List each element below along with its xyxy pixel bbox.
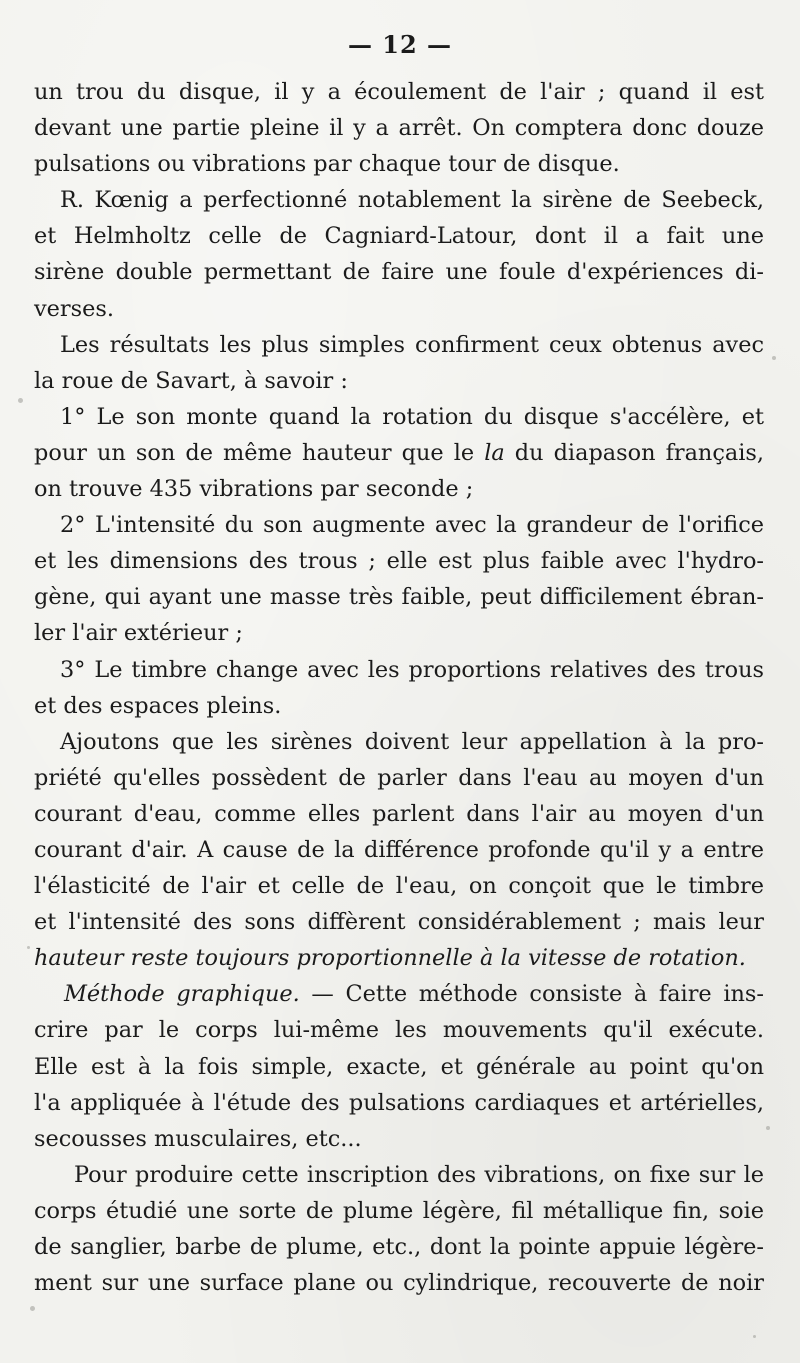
line-segment: pour un son de même hauteur que le (34, 439, 485, 466)
text-line: courant d'eau, comme elles parlent dans l'air au moyen d'un (34, 800, 764, 827)
text-line (34, 976, 764, 1012)
text-line: Les résultats les plus simples confirment ceux obtenus avec (60, 331, 764, 358)
text-line (34, 435, 764, 471)
text-line: un trou du disque, il y a écoulement de l'air ; quand il est (34, 79, 764, 105)
page-number: — 12 — (347, 30, 453, 59)
text-line: et les dimensions des trous ; elle est plus faible avec l'hydro- (34, 548, 764, 575)
text-line: corps étudié une sorte de plume légère, fil métallique fin, soie (34, 1197, 764, 1224)
print-speck (766, 1126, 770, 1130)
text-line: de sanglier, barbe de plume, etc., dont la pointe appuie légère- (34, 1234, 764, 1260)
text-line: devant une partie pleine il y a arrêt. On comptera donc douze (34, 115, 764, 142)
print-speck (27, 946, 30, 949)
text-line: et des espaces pleins. (34, 692, 282, 719)
italic-note-name: la (484, 439, 505, 466)
text-line: priété qu'elles possèdent de parler dans l'eau au moyen d'un (34, 764, 764, 791)
text-line: gène, qui ayant une masse très faible, peut difficilement ébran- (34, 584, 764, 611)
text-line: pulsations ou vibrations par chaque tour de disque. (34, 151, 620, 178)
print-speck (18, 398, 23, 403)
text-line: verses. (34, 295, 114, 322)
print-speck (753, 1335, 756, 1338)
text-line: crire par le corps lui-même les mouvements qu'il exécute. (34, 1017, 764, 1044)
text-line: l'a appliquée à l'étude des pulsations cardiaques et artérielles, (34, 1089, 764, 1116)
text-line: 3° Le timbre change avec les proportions relatives des trous (60, 656, 764, 683)
text-line: 2° L'intensité du son augmente avec la grandeur de l'orifice (60, 512, 764, 539)
text-line: la roue de Savart, à savoir : (34, 367, 348, 394)
text-line: et l'intensité des sons diffèrent considérablement ; mais leur (34, 909, 764, 936)
text-line: ler l'air extérieur ; (34, 620, 243, 647)
text-line: courant d'air. A cause de la différence profonde qu'il y a entre (34, 836, 764, 863)
section-heading: Méthode graphique. (64, 981, 300, 1008)
text-line: R. Kœnig a perfectionné notablement la sirène de Seebeck, (60, 187, 764, 214)
text-line: Elle est à la fois simple, exacte, et générale au point qu'on (34, 1053, 764, 1080)
section-heading-continuation: — Cette méthode consiste à faire ins- (299, 981, 764, 1008)
text-line: et Helmholtz celle de Cagniard-Latour, dont il a fait une (34, 223, 764, 250)
text-line: Ajoutons que les sirènes doivent leur appellation à la pro- (60, 728, 764, 755)
text-line: ment sur une surface plane ou cylindrique, recouverte de noir (34, 1270, 764, 1297)
print-speck (30, 1306, 35, 1311)
text-line: secousses musculaires, etc... (34, 1125, 362, 1152)
text-line: on trouve 435 vibrations par seconde ; (34, 476, 474, 503)
text-line: hauteur reste toujours proportionnelle à la vitesse de rotation. (34, 945, 746, 972)
text-line: 1° Le son monte quand la rotation du disque s'accélère, et (60, 403, 764, 430)
text-line: Pour produire cette inscription des vibrations, on fixe sur le (74, 1161, 764, 1188)
text-line: sirène double permettant de faire une foule d'expériences di- (34, 259, 764, 286)
body-text (34, 74, 764, 1301)
text-line: l'élasticité de l'air et celle de l'eau, on conçoit que le timbre (34, 873, 764, 900)
print-speck (772, 356, 776, 360)
line-segment: du diapason français, (504, 439, 764, 466)
